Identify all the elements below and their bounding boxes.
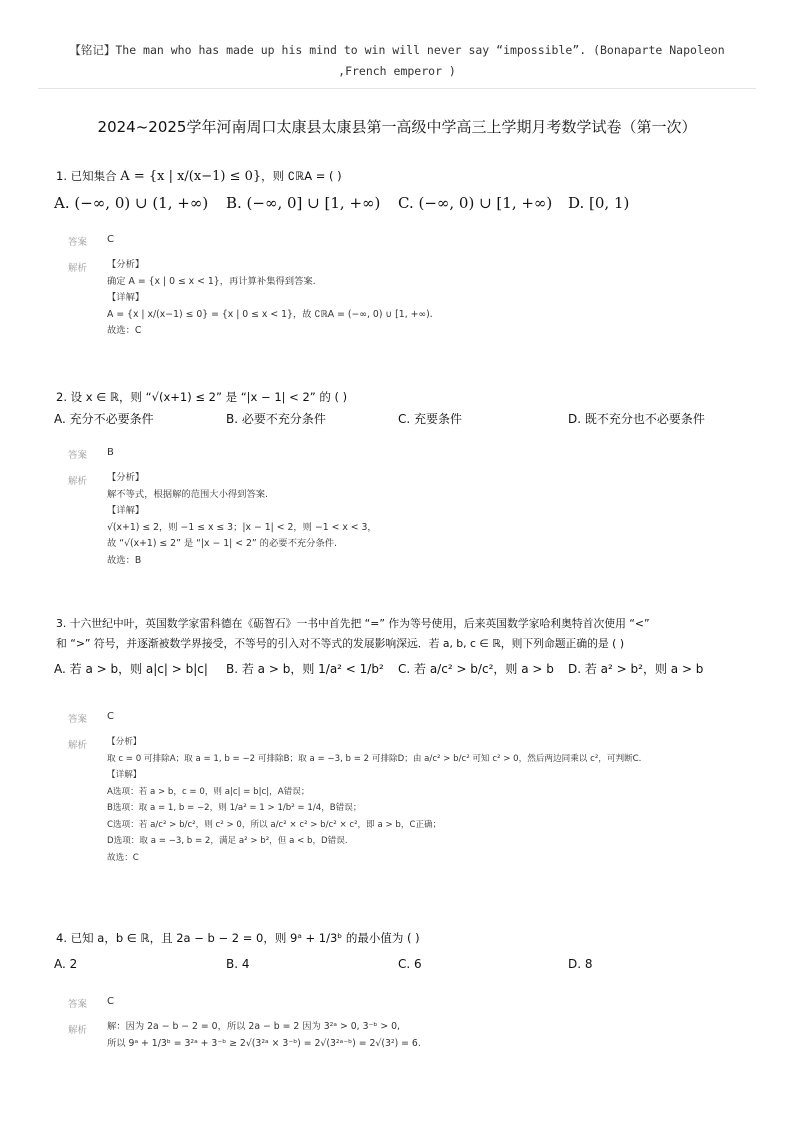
motto-banner (40, 40, 754, 82)
q1-sol-line-2: 确定 A = {x | 0 ≤ x < 1}，再计算补集得到答案. (107, 275, 316, 287)
question-1-options (54, 194, 754, 218)
q3-option-a[interactable]: A. 若 a > b，则 a|c| > b|c| (54, 662, 208, 676)
q2-solution (107, 470, 747, 569)
q1-answer-value: C (107, 234, 114, 245)
question-3-stem-line-2: 和 “>” 符号，并逐渐被数学界接受，不等号的引入对不等式的发展影响深远．若 a, b, c ∈ ℝ，则下列命题正确的是 ( ) (56, 637, 625, 650)
q3-sol-line-1: 【分析】 (107, 737, 142, 747)
question-2-stem: 2. 设 x ∈ ℝ，则 “√(x+1) ≤ 2” 是 “|x − 1| < 2” 的 ( ) (56, 390, 348, 404)
q4-option-c[interactable]: C. 6 (398, 957, 422, 971)
question-1-stem (56, 166, 754, 187)
q3-solution (107, 734, 747, 866)
q3-sol-line-3: 【详解】 (107, 770, 142, 780)
q2-sol-line-5: 故 “√(x+1) ≤ 2” 是 “|x − 1| < 2” 的必要不充分条件. (107, 538, 338, 549)
q2-option-c[interactable]: C. 充要条件 (398, 412, 463, 426)
header-divider (38, 88, 756, 89)
q2-analysis-label: 解析 (68, 476, 88, 487)
q1-option-b[interactable]: B. (−∞, 0] ∪ [1, +∞) (226, 194, 381, 212)
q3-sol-line-5: B选项：取 a = 1, b = −2，则 1/a² = 1 > 1/b² = 1/4，B错误； (107, 803, 362, 813)
q2-sol-line-3: 【详解】 (107, 505, 145, 516)
q3-sol-line-7: D选项：取 a = −3, b = 2，满足 a² > b²，但 a < b，D错误. (107, 836, 348, 846)
question-3-stem-line-1: 3. 十六世纪中叶，英国数学家雷科德在《砺智石》一书中首先把 “=” 作为等号使用，后来英国数学家哈利奥特首次使用 “<” (56, 617, 650, 630)
q4-option-b[interactable]: B. 4 (226, 957, 250, 971)
q2-answer-value: B (107, 447, 114, 458)
question-1-stem-prefix: 1. 已知集合 (56, 169, 121, 183)
q3-analysis-label: 解析 (68, 740, 88, 751)
q2-sol-line-4: √(x+1) ≤ 2，则 −1 ≤ x ≤ 3；|x − 1| < 2，则 −1 < x < 3， (107, 521, 377, 533)
q2-option-b[interactable]: B. 必要不充分条件 (226, 412, 326, 426)
q2-option-a[interactable]: A. 充分不必要条件 (54, 412, 154, 426)
exam-title: 2024~2025学年河南周口太康县太康县第一高级中学高三上学期月考数学试卷（第一次） (97, 118, 697, 136)
q4-answer-value: C (107, 996, 114, 1007)
motto-line-2: ,French emperor ) (338, 64, 456, 78)
q4-analysis-label: 解析 (68, 1025, 88, 1036)
q4-sol-line-2: 所以 9ᵃ + 1/3ᵇ = 3²ᵃ + 3⁻ᵇ ≥ 2√(3²ᵃ × 3⁻ᵇ) = 2√(3²ᵃ⁻ᵇ) = 2√(3²) = 6. (107, 1037, 421, 1049)
q3-answer-value: C (107, 711, 114, 722)
q1-option-d[interactable]: D. [0, 1) (568, 194, 630, 212)
q2-sol-line-6: 故选：B (107, 554, 142, 566)
q1-sol-line-1: 【分析】 (107, 259, 145, 270)
q4-option-d[interactable]: D. 8 (568, 957, 593, 971)
question-4-options (54, 957, 754, 981)
q3-option-c[interactable]: C. 若 a/c² > b/c²，则 a > b (398, 662, 554, 676)
q4-solution (107, 1019, 747, 1052)
q1-sol-line-4: A = {x | x/(x−1) ≤ 0} = {x | 0 ≤ x < 1}，故 ∁ℝA = (−∞, 0) ∪ [1, +∞). (107, 308, 433, 320)
q3-answer-label: 答案 (68, 714, 88, 725)
question-1-stem-math: A = {x | x/(x−1) ≤ 0} (120, 169, 262, 184)
question-4-stem: 4. 已知 a，b ∈ ℝ，且 2a − b − 2 = 0，则 9ᵃ + 1/3ᵇ 的最小值为 ( ) (56, 931, 420, 945)
q4-answer-label: 答案 (68, 999, 88, 1010)
q4-sol-line-1: 解：因为 2a − b − 2 = 0，所以 2a − b = 2 因为 3²ᵃ > 0, 3⁻ᵇ > 0, (107, 1021, 400, 1032)
q1-sol-line-3: 【详解】 (107, 292, 145, 303)
q1-sol-line-5: 故选：C (107, 325, 142, 336)
q2-answer-label: 答案 (68, 450, 88, 461)
q3-sol-line-8: 故选：C (107, 852, 139, 863)
q3-option-b[interactable]: B. 若 a > b，则 1/a² < 1/b² (226, 662, 384, 676)
q4-option-a[interactable]: A. 2 (54, 957, 78, 971)
q1-analysis-label: 解析 (68, 263, 88, 274)
q3-sol-line-6: C选项：若 a/c² > b/c²，则 c² > 0，所以 a/c² × c² > b/c² × c²，即 a > b，C正确； (107, 819, 442, 830)
q1-answer-label: 答案 (68, 237, 88, 248)
q3-option-d[interactable]: D. 若 a² > b²，则 a > b (568, 662, 704, 676)
q3-sol-line-4: A选项：若 a > b，c = 0，则 a|c| = b|c|，A错误； (107, 786, 310, 797)
q1-solution (107, 257, 747, 340)
q3-sol-line-2: 取 c = 0 可排除A；取 a = 1, b = −2 可排除B；取 a = −3, b = 2 可排除D；由 a/c² > b/c² 可知 c² > 0，然后两边同乘以 c²，可判断C. (107, 753, 642, 764)
question-2-options (54, 410, 754, 434)
q1-option-a[interactable]: A. (−∞, 0) ∪ (1, +∞) (54, 194, 209, 212)
question-3-stem (56, 614, 754, 654)
q2-sol-line-2: 解不等式，根据解的范围大小得到答案. (107, 488, 269, 500)
q2-option-d[interactable]: D. 既不充分也不必要条件 (568, 412, 705, 426)
motto-line-1: 【铭记】The man who has made up his mind to win will never say “impossible”. (Bonaparte Napoleon (69, 43, 725, 57)
question-3-options (54, 660, 754, 684)
question-1-stem-suffix: ，则 ∁ℝA = ( ) (261, 169, 342, 183)
q1-option-c[interactable]: C. (−∞, 0) ∪ [1, +∞) (398, 194, 553, 212)
q2-sol-line-1: 【分析】 (107, 472, 145, 483)
